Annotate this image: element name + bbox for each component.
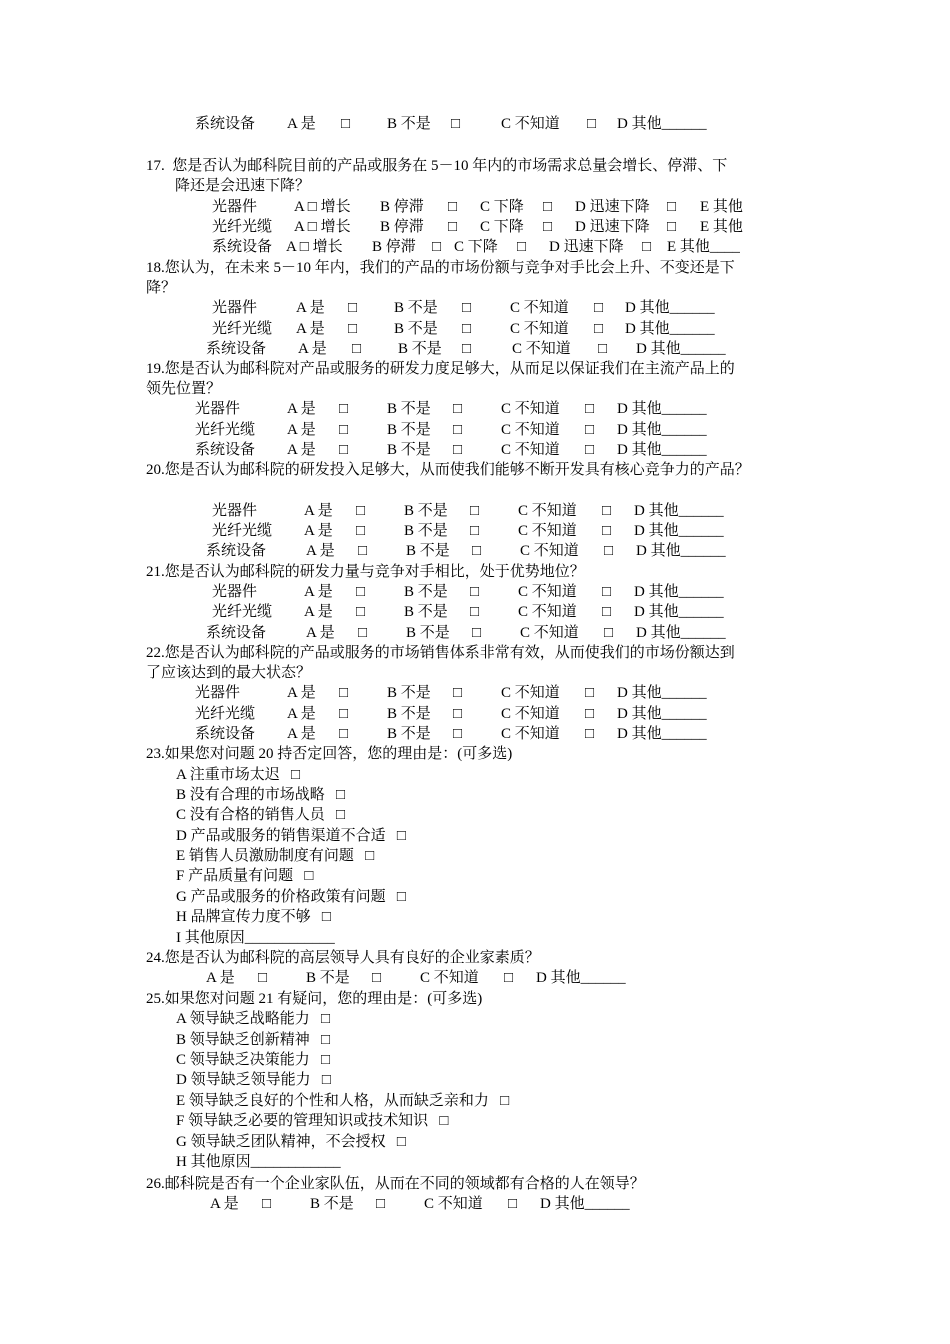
answer-option: C 不知道 xyxy=(501,726,560,742)
checkbox-icon[interactable]: □ xyxy=(585,706,595,722)
answer-option: B 不是 xyxy=(310,1196,354,1212)
answer-option: A □ 增长 xyxy=(286,239,343,255)
text-line: 22.您是否认为邮科院的产品或服务的市场销售体系非常有效，从而使我们的市场份额达到 xyxy=(146,645,735,661)
answer-option: B 不是 xyxy=(306,970,350,986)
answer-option: A 是 xyxy=(287,401,316,417)
answer-option: D 其他______ xyxy=(634,503,724,519)
answer-option: C 不知道 xyxy=(512,341,571,357)
answer-option: 系统设备 xyxy=(195,442,256,458)
answer-option: B 不是 xyxy=(387,726,431,742)
answer-option: D 其他______ xyxy=(617,422,707,438)
answer-option: C 不知道 xyxy=(420,970,479,986)
text-line: 了应该达到的最大状态？ xyxy=(146,665,312,681)
answer-option: 光器件 xyxy=(195,401,241,417)
answer-option: B 不是 xyxy=(406,543,450,559)
answer-option: C 不知道 xyxy=(520,543,579,559)
checkbox-icon[interactable]: □ xyxy=(448,199,458,215)
answer-option: C 不知道 xyxy=(501,442,560,458)
text-line: C 领导缺乏决策能力 □ xyxy=(176,1052,331,1068)
answer-option: D 其他______ xyxy=(617,706,707,722)
answer-option: C 不知道 xyxy=(510,300,569,316)
checkbox-icon[interactable]: □ xyxy=(667,219,677,235)
checkbox-icon[interactable]: □ xyxy=(508,1196,518,1212)
checkbox-icon[interactable]: □ xyxy=(517,239,527,255)
text-line: F 领导缺乏必要的管理知识或技术知识 □ xyxy=(176,1113,449,1129)
checkbox-icon[interactable]: □ xyxy=(470,584,480,600)
checkbox-icon[interactable]: □ xyxy=(358,625,368,641)
checkbox-icon[interactable]: □ xyxy=(258,970,268,986)
text-line: 24.您是否认为邮科院的高层领导人具有良好的企业家素质？ xyxy=(146,950,540,966)
answer-option: B 停滞 xyxy=(380,199,424,215)
checkbox-icon[interactable]: □ xyxy=(470,503,480,519)
checkbox-icon[interactable]: □ xyxy=(339,401,349,417)
answer-option: A 是 xyxy=(296,321,325,337)
checkbox-icon[interactable]: □ xyxy=(585,422,595,438)
checkbox-icon[interactable]: □ xyxy=(453,442,463,458)
text-line: H 品牌宣传力度不够 □ xyxy=(176,909,331,925)
answer-option: A 是 xyxy=(287,706,316,722)
checkbox-icon[interactable]: □ xyxy=(358,543,368,559)
checkbox-icon[interactable]: □ xyxy=(585,685,595,701)
answer-option: A 是 xyxy=(304,584,333,600)
text-line: 领先位置？ xyxy=(146,381,222,397)
answer-option: B 不是 xyxy=(387,116,431,132)
checkbox-icon[interactable]: □ xyxy=(453,706,463,722)
checkbox-icon[interactable]: □ xyxy=(585,442,595,458)
answer-option: 光器件 xyxy=(212,300,258,316)
checkbox-icon[interactable]: □ xyxy=(453,422,463,438)
answer-option: B 不是 xyxy=(394,321,438,337)
answer-option: B 停滞 xyxy=(372,239,416,255)
answer-option: D 迅速下降 xyxy=(549,239,624,255)
checkbox-icon[interactable]: □ xyxy=(356,523,366,539)
answer-option: 光纤光缆 xyxy=(195,422,256,438)
checkbox-icon[interactable]: □ xyxy=(602,523,612,539)
answer-option: C 不知道 xyxy=(501,116,560,132)
text-line: A 注重市场太迟 □ xyxy=(176,767,301,783)
answer-option: D 迅速下降 xyxy=(575,199,650,215)
checkbox-icon[interactable]: □ xyxy=(462,341,472,357)
answer-option: A 是 xyxy=(287,442,316,458)
text-line: 17. 您是否认为邮科院目前的产品或服务在 5－10 年内的市场需求总量会增长、停滞、下 xyxy=(146,158,728,174)
answer-option: D 其他______ xyxy=(625,300,715,316)
checkbox-icon[interactable]: □ xyxy=(585,401,595,417)
text-line: B 领导缺乏创新精神 □ xyxy=(176,1032,331,1048)
answer-option: B 不是 xyxy=(404,604,448,620)
checkbox-icon[interactable]: □ xyxy=(356,503,366,519)
checkbox-icon[interactable]: □ xyxy=(348,321,358,337)
text-line: 18.您认为，在未来 5－10 年内，我们的产品的市场份额与竞争对手比会上升、不变还是下 xyxy=(146,260,735,276)
checkbox-icon[interactable]: □ xyxy=(470,523,480,539)
checkbox-icon[interactable]: □ xyxy=(339,685,349,701)
text-line: 降？ xyxy=(146,280,177,296)
text-line: H 其他原因____________ xyxy=(176,1154,341,1170)
checkbox-icon[interactable]: □ xyxy=(602,503,612,519)
checkbox-icon[interactable]: □ xyxy=(341,116,351,132)
text-line: I 其他原因____________ xyxy=(176,930,335,946)
checkbox-icon[interactable]: □ xyxy=(372,970,382,986)
answer-option: D 其他______ xyxy=(625,321,715,337)
checkbox-icon[interactable]: □ xyxy=(339,422,349,438)
answer-option: C 不知道 xyxy=(518,523,577,539)
answer-option: D 其他______ xyxy=(540,1196,630,1212)
answer-option: 光器件 xyxy=(212,584,258,600)
answer-option: 光器件 xyxy=(195,685,241,701)
text-line: A 领导缺乏战略能力 □ xyxy=(176,1011,331,1027)
checkbox-icon[interactable]: □ xyxy=(451,116,461,132)
checkbox-icon[interactable]: □ xyxy=(470,604,480,620)
answer-option: B 不是 xyxy=(404,584,448,600)
answer-option: B 不是 xyxy=(387,442,431,458)
answer-option: C 不知道 xyxy=(501,401,560,417)
checkbox-icon[interactable]: □ xyxy=(352,341,362,357)
answer-option: C 下降 xyxy=(454,239,498,255)
answer-option: B 不是 xyxy=(404,503,448,519)
answer-option: A 是 xyxy=(304,604,333,620)
checkbox-icon[interactable]: □ xyxy=(543,199,553,215)
checkbox-icon[interactable]: □ xyxy=(356,604,366,620)
answer-option: B 不是 xyxy=(404,523,448,539)
text-line: 25.如果您对问题 21 有疑问，您的理由是：(可多选) xyxy=(146,991,483,1007)
answer-option: B 不是 xyxy=(387,401,431,417)
checkbox-icon[interactable]: □ xyxy=(585,726,595,742)
checkbox-icon[interactable]: □ xyxy=(448,219,458,235)
checkbox-icon[interactable]: □ xyxy=(587,116,597,132)
checkbox-icon[interactable]: □ xyxy=(642,239,652,255)
answer-option: B 不是 xyxy=(387,685,431,701)
answer-option: A 是 xyxy=(206,970,235,986)
answer-option: A 是 xyxy=(306,543,335,559)
answer-option: C 不知道 xyxy=(518,604,577,620)
answer-option: A 是 xyxy=(306,625,335,641)
checkbox-icon[interactable]: □ xyxy=(462,300,472,316)
checkbox-icon[interactable]: □ xyxy=(594,300,604,316)
checkbox-icon[interactable]: □ xyxy=(504,970,514,986)
answer-option: E 其他 xyxy=(700,199,743,215)
checkbox-icon[interactable]: □ xyxy=(667,199,677,215)
answer-option: D 迅速下降 xyxy=(575,219,650,235)
answer-option: C 不知道 xyxy=(520,625,579,641)
checkbox-icon[interactable]: □ xyxy=(472,625,482,641)
checkbox-icon[interactable]: □ xyxy=(339,706,349,722)
answer-option: A 是 xyxy=(287,116,316,132)
answer-option: 光器件 xyxy=(212,199,258,215)
answer-option: A 是 xyxy=(304,523,333,539)
checkbox-icon[interactable]: □ xyxy=(602,584,612,600)
text-line: 23.如果您对问题 20 持否定回答，您的理由是：(可多选) xyxy=(146,746,513,762)
answer-option: D 其他______ xyxy=(634,584,724,600)
answer-option: B 不是 xyxy=(387,422,431,438)
checkbox-icon[interactable]: □ xyxy=(453,401,463,417)
answer-option: D 其他______ xyxy=(636,625,726,641)
answer-option: D 其他______ xyxy=(617,401,707,417)
answer-option: B 不是 xyxy=(387,706,431,722)
answer-option: C 不知道 xyxy=(424,1196,483,1212)
answer-option: D 其他______ xyxy=(617,442,707,458)
text-line: B 没有合理的市场战略 □ xyxy=(176,787,346,803)
text-line: F 产品质量有问题 □ xyxy=(176,868,314,884)
answer-option: 系统设备 xyxy=(206,625,267,641)
checkbox-icon[interactable]: □ xyxy=(376,1196,386,1212)
answer-option: A 是 xyxy=(287,685,316,701)
answer-option: D 其他______ xyxy=(617,726,707,742)
answer-option: 光纤光缆 xyxy=(212,523,273,539)
text-line: 21.您是否认为邮科院的研发力量与竞争对手相比，处于优势地位？ xyxy=(146,564,585,580)
answer-option: B 不是 xyxy=(398,341,442,357)
answer-option: 系统设备 xyxy=(195,116,256,132)
answer-option: D 其他______ xyxy=(636,341,726,357)
checkbox-icon[interactable]: □ xyxy=(604,543,614,559)
answer-option: B 停滞 xyxy=(380,219,424,235)
answer-option: D 其他______ xyxy=(636,543,726,559)
checkbox-icon[interactable]: □ xyxy=(453,685,463,701)
answer-option: A □ 增长 xyxy=(294,199,351,215)
text-line: G 领导缺乏团队精神，不会授权 □ xyxy=(176,1134,406,1150)
answer-option: 光纤光缆 xyxy=(212,604,273,620)
checkbox-icon[interactable]: □ xyxy=(594,321,604,337)
answer-option: A 是 xyxy=(296,300,325,316)
checkbox-icon[interactable]: □ xyxy=(339,442,349,458)
answer-option: A 是 xyxy=(298,341,327,357)
answer-option: C 下降 xyxy=(480,219,524,235)
checkbox-icon[interactable]: □ xyxy=(356,584,366,600)
answer-option: A 是 xyxy=(304,503,333,519)
checkbox-icon[interactable]: □ xyxy=(472,543,482,559)
text-line: G 产品或服务的价格政策有问题 □ xyxy=(176,889,406,905)
answer-option: 系统设备 xyxy=(206,341,267,357)
answer-option: 光纤光缆 xyxy=(195,706,256,722)
answer-option: 系统设备 xyxy=(212,239,273,255)
text-line: 19.您是否认为邮科院对产品或服务的研发力度足够大，从而足以保证我们在主流产品上的 xyxy=(146,361,735,377)
text-line: 降还是会迅速下降？ xyxy=(175,178,311,194)
text-line: D 产品或服务的销售渠道不合适 □ xyxy=(176,828,406,844)
answer-option: C 不知道 xyxy=(501,422,560,438)
checkbox-icon[interactable]: □ xyxy=(602,604,612,620)
text-line: C 没有合格的销售人员 □ xyxy=(176,807,346,823)
answer-option: B 不是 xyxy=(394,300,438,316)
answer-option: 光纤光缆 xyxy=(212,219,273,235)
answer-option: D 其他______ xyxy=(634,604,724,620)
answer-option: A 是 xyxy=(287,422,316,438)
answer-option: E 其他____ xyxy=(667,239,740,255)
checkbox-icon[interactable]: □ xyxy=(604,625,614,641)
answer-option: A □ 增长 xyxy=(294,219,351,235)
answer-option: C 不知道 xyxy=(501,685,560,701)
checkbox-icon[interactable]: □ xyxy=(598,341,608,357)
answer-option: C 不知道 xyxy=(518,584,577,600)
checkbox-icon[interactable]: □ xyxy=(432,239,442,255)
answer-option: C 下降 xyxy=(480,199,524,215)
checkbox-icon[interactable]: □ xyxy=(339,726,349,742)
answer-option: C 不知道 xyxy=(501,706,560,722)
answer-option: E 其他 xyxy=(700,219,743,235)
checkbox-icon[interactable]: □ xyxy=(348,300,358,316)
checkbox-icon[interactable]: □ xyxy=(543,219,553,235)
text-line: 26.邮科院是否有一个企业家队伍，从而在不同的领域都有合格的人在领导？ xyxy=(146,1176,645,1192)
answer-option: 光纤光缆 xyxy=(212,321,273,337)
answer-option: B 不是 xyxy=(406,625,450,641)
checkbox-icon[interactable]: □ xyxy=(262,1196,272,1212)
answer-option: 系统设备 xyxy=(195,726,256,742)
text-line: D 领导缺乏领导能力 □ xyxy=(176,1072,331,1088)
answer-option: C 不知道 xyxy=(510,321,569,337)
answer-option: D 其他______ xyxy=(634,523,724,539)
answer-option: 光器件 xyxy=(212,503,258,519)
answer-option: A 是 xyxy=(287,726,316,742)
answer-option: 系统设备 xyxy=(206,543,267,559)
answer-option: D 其他______ xyxy=(617,685,707,701)
checkbox-icon[interactable]: □ xyxy=(453,726,463,742)
answer-option: D 其他______ xyxy=(617,116,707,132)
checkbox-icon[interactable]: □ xyxy=(462,321,472,337)
text-line: E 领导缺乏良好的个性和人格，从而缺乏亲和力 □ xyxy=(176,1093,510,1109)
text-line: E 销售人员激励制度有问题 □ xyxy=(176,848,375,864)
answer-option: A 是 xyxy=(210,1196,239,1212)
answer-option: D 其他______ xyxy=(536,970,626,986)
answer-option: C 不知道 xyxy=(518,503,577,519)
text-line: 20.您是否认为邮科院的研发投入足够大，从而使我们能够不断开发具有核心竞争力的产品？ xyxy=(146,462,750,478)
